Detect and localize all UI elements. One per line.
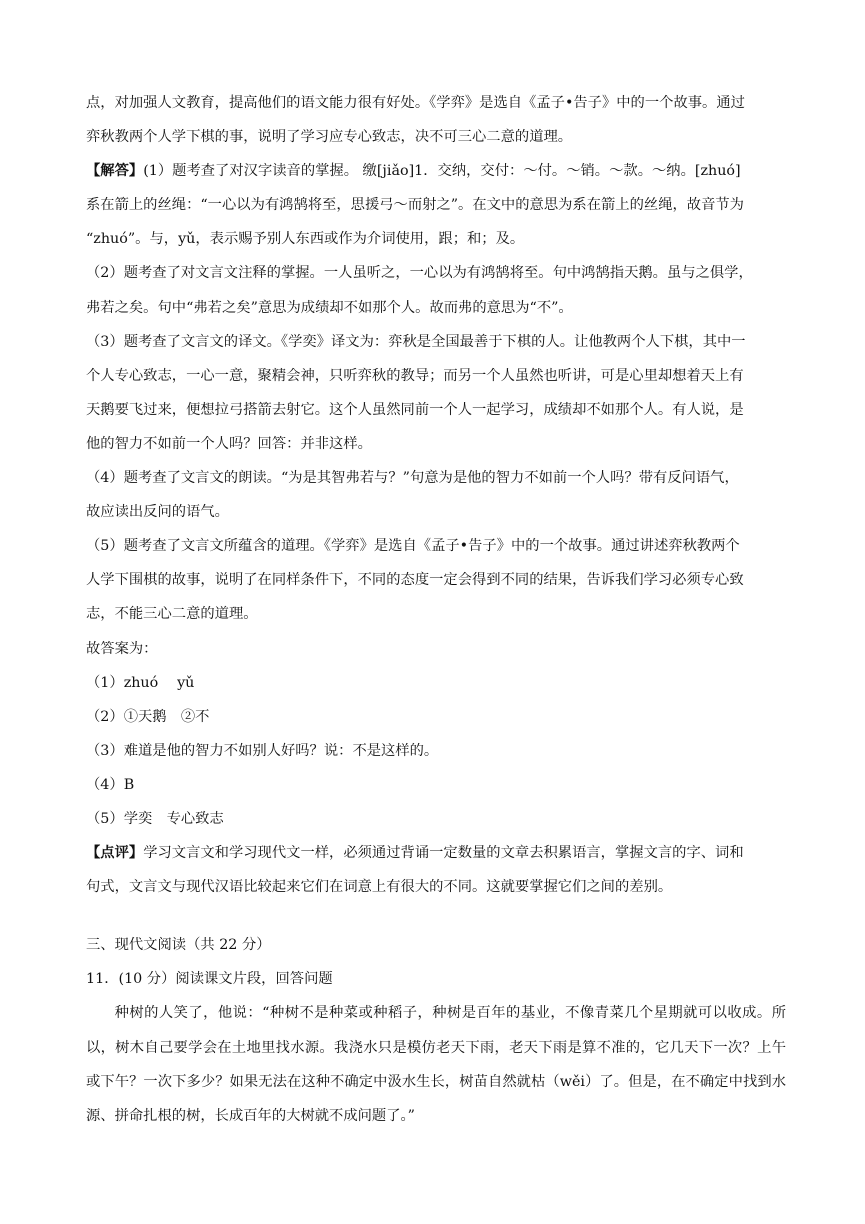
answer-q2-line-2: 弗若之矣。句中“弗若之矣”意思为成绩却不如那个人。故而弗的意思为“不”。	[86, 299, 573, 316]
answer-q1-line-3: “zhuó”。与，yǔ，表示赐予别人东西或作为介词使用，跟；和；及。	[86, 231, 525, 248]
answer-q5-line-2: 人学下围棋的故事，说明了在同样条件下，不同的态度一定会得到不同的结果，告诉我们学习必须专心致	[86, 572, 744, 589]
answer-q2-line-1: （2）题考查了对文言文注释的掌握。一人虽听之，一心以为有鸿鹄将至。句中鸿鹄指天鹅。虽与之俱学，	[86, 265, 753, 282]
answer-q1-line-2: 系在箭上的丝绳：“一心以为有鸿鹄将至，思援弓～而射之”。在文中的意思为系在箭上的丝绳，故音节为	[86, 197, 744, 214]
answer-q4-line-1: （4）题考查了文言文的朗读。“为是其智弗若与？”句意为是他的智力不如前一个人吗？带有反问语气，	[86, 470, 739, 487]
final-answer-heading: 故答案为：	[86, 640, 158, 657]
question-11: 11．(10 分）阅读课文片段，回答问题	[86, 971, 333, 988]
comment-line-1: 【点评】学习文言文和学习现代文一样，必须通过背诵一定数量的文章去积累语言，掌握文言的字、词和	[86, 845, 744, 862]
answer-q5-line-1: （5）题考查了文言文所蕴含的道理。《学弈》是选自《孟子•告子》中的一个故事。通过讲述弈秋教两个	[86, 538, 740, 555]
answer-q3-line-1: （3）题考查了文言文的译文。《学奕》译文为：弈秋是全国最善于下棋的人。让他教两个人下棋，其中一	[86, 333, 746, 350]
answer-q1-line-1: 【解答】(1）题考查了对汉字读音的掌握。 缴[jiǎo]1．交纳，交付：～付。～销。～款。～纳。[zhuó]	[86, 163, 741, 180]
final-answer-5: （5）学奕 专心致志	[86, 810, 224, 827]
answer-q3-line-2: 个人专心致志，一心一意，聚精会神，只听弈秋的教导；而另一个人虽然也听讲，可是心里却想着天上有	[86, 367, 744, 384]
comment-tag: 【点评】	[86, 845, 144, 862]
answer-tag: 【解答】	[86, 163, 144, 180]
final-answer-1: （1）zhuó yǔ	[86, 674, 195, 691]
answer-q4-line-2: 故应读出反问的语气。	[86, 504, 229, 521]
final-answer-2: （2）①天鹅 ②不	[86, 708, 210, 725]
final-answer-3: （3）难道是他的智力不如别人好吗？说：不是这样的。	[86, 742, 439, 759]
answer-q3-line-4: 他的智力不如前一个人吗？回答：并非这样。	[86, 435, 372, 452]
answer-q5-line-3: 志，不能三心二意的道理。	[86, 606, 258, 623]
section-gap	[86, 904, 786, 928]
document-page	[86, 86, 786, 1133]
answer-q3-line-3: 天鹅要飞过来，便想拉弓搭箭去射它。这个人虽然同前一个人一起学习，成绩却不如那个人。有人说，是	[86, 401, 744, 418]
comment-line-2: 句式，文言文与现代汉语比较起来它们在词意上有很大的不同。这就要掌握它们之间的差别。	[86, 879, 673, 896]
final-answer-4: （4）B	[86, 776, 135, 793]
intro-line-2: 弈秋教两个人学下棋的事，说明了学习应专心致志，决不可三心二意的道理。	[86, 129, 573, 146]
intro-line-1: 点，对加强人文教育，提高他们的语文能力很有好处。《学弈》是选自《孟子•告子》中的一个故事。通过	[86, 95, 745, 111]
reading-passage: 种树的人笑了，他说：“种树不是种菜或种稻子，种树是百年的基业，不像青菜几个星期就可以收成。所以，树木自己要学会在土地里找水源。我浇水只是模仿老天下雨，老天下雨是算不准的，它几天下一次？上午或下午？一次下多少？如果无法在这种不确定中汲水生长，树苗自然就枯（wěi）了。但是，在不确定中找到水源、拼命扎根的树，长成百年的大树就不成问题了。”	[86, 1005, 786, 1124]
section-title: 三、现代文阅读（共 22 分）	[86, 937, 271, 954]
